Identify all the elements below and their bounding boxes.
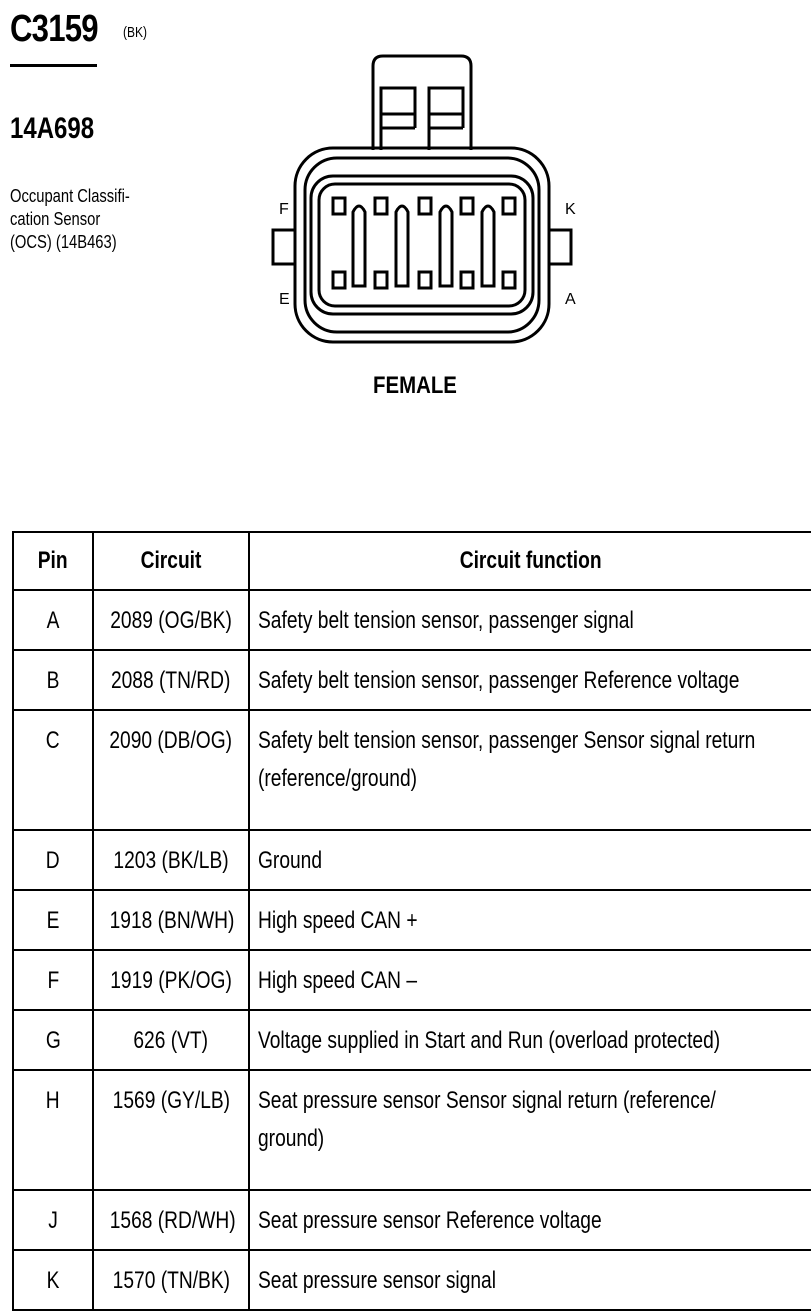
table-row: [13, 830, 811, 890]
table-row: [13, 590, 811, 650]
function-cell: High speed CAN +: [258, 907, 418, 934]
pin-cell: H: [46, 1087, 60, 1114]
circuit-cell: 1570 (TN/BK): [112, 1267, 230, 1294]
circuit-cell: 1203 (BK/LB): [113, 847, 229, 874]
diagram-caption: FEMALE: [373, 372, 457, 399]
circuit-cell: 2089 (OG/BK): [110, 607, 232, 634]
cavity: [333, 198, 345, 214]
circuit-cell: 2088 (TN/RD): [111, 667, 231, 694]
pin-label-k: K: [565, 201, 576, 218]
connector-id-underline: [10, 64, 97, 67]
pin-cell: B: [46, 667, 60, 694]
function-cell: Safety belt tension sensor, passenger signal: [258, 607, 634, 634]
cavity: [419, 198, 431, 214]
function-cell: Seat pressure sensor signal: [258, 1267, 496, 1294]
pinout-table: [12, 531, 811, 1311]
pin-cell: C: [46, 727, 60, 754]
pin-cell: F: [47, 967, 59, 994]
rib: [396, 206, 408, 286]
table-row: [13, 1250, 811, 1310]
circuit-cell: 1568 (RD/WH): [109, 1207, 236, 1234]
pin-cell: E: [46, 907, 60, 934]
pin-cell: G: [45, 1027, 61, 1054]
function-cell: Safety belt tension sensor, passenger Sensor signal return (reference/ground): [258, 727, 756, 792]
function-cell: Safety belt tension sensor, passenger Reference voltage: [258, 667, 740, 694]
cavity: [503, 272, 515, 288]
table-row: [13, 710, 811, 830]
function-cell: Ground: [258, 847, 323, 874]
pin-cell: K: [46, 1267, 60, 1294]
cavity: [419, 272, 431, 288]
table-row: [13, 950, 811, 1010]
connector-face-diagram: [255, 50, 595, 360]
table-row: [13, 890, 811, 950]
table-row: [13, 1070, 811, 1190]
header-function: Circuit function: [249, 532, 811, 590]
circuit-cell: 626 (VT): [133, 1027, 209, 1054]
cavity: [333, 272, 345, 288]
circuit-cell: 1569 (GY/LB): [112, 1087, 230, 1114]
cavity: [503, 198, 515, 214]
pin-cell: J: [48, 1207, 58, 1234]
header-pin: Pin: [13, 532, 93, 590]
pin-label-e: E: [279, 291, 290, 308]
locking-tab: [373, 56, 471, 150]
table-header-row: [13, 532, 811, 590]
function-cell: Seat pressure sensor Sensor signal return (reference/ ground): [258, 1087, 716, 1152]
circuit-cell: 2090 (DB/OG): [109, 727, 233, 754]
rib: [440, 206, 452, 286]
function-cell: Seat pressure sensor Reference voltage: [258, 1207, 602, 1234]
connector-description: Occupant Classifi- cation Sensor (OCS) (14B463): [10, 186, 130, 252]
cavity: [375, 198, 387, 214]
pin-cell: D: [46, 847, 60, 874]
circuit-cell: 1918 (BN/WH): [109, 907, 235, 934]
pin-label-f: F: [279, 201, 289, 218]
table-row: [13, 1010, 811, 1070]
rib: [353, 206, 365, 286]
table-row: [13, 650, 811, 710]
function-cell: Voltage supplied in Start and Run (overload protected): [258, 1027, 721, 1054]
cavity: [375, 272, 387, 288]
circuit-cell: 1919 (PK/OG): [110, 967, 232, 994]
cavity: [461, 272, 473, 288]
cavity: [461, 198, 473, 214]
pin-cell: A: [46, 607, 60, 634]
part-number: 14A698: [10, 112, 95, 145]
rib: [482, 206, 494, 286]
color-code: (BK): [123, 24, 147, 41]
pin-label-a: A: [565, 291, 576, 308]
table-row: [13, 1190, 811, 1250]
function-cell: High speed CAN –: [258, 967, 418, 994]
header-circuit: Circuit: [93, 532, 249, 590]
connector-id: C3159: [10, 8, 98, 50]
